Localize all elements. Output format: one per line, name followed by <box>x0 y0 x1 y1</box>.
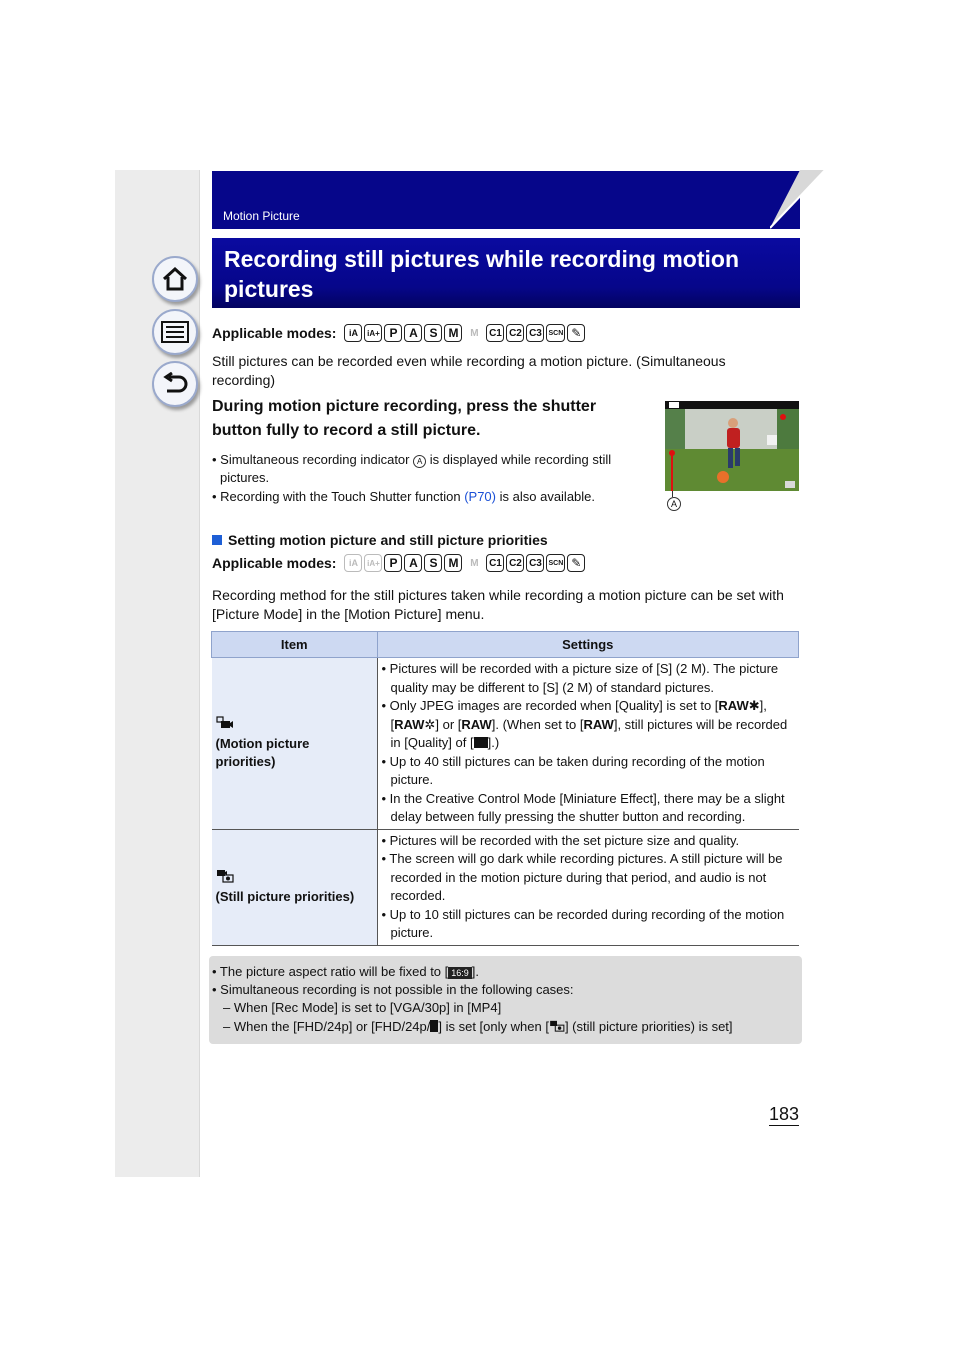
s-mode-icon: S <box>424 554 442 572</box>
section-banner <box>212 171 800 229</box>
a-mode-icon: A <box>404 324 422 342</box>
setting-bullet: • Pictures will be recorded with a picture size of [S] (2 M). The picture quality may be different to [S] (2 M) of standard pictures. <box>381 661 779 695</box>
setting-bullet: • In the Creative Control Mode [Miniature Effect], there may be a slight delay between fully pressing the shutter button and recording. <box>381 790 785 824</box>
raw-icon: RAW <box>461 716 492 732</box>
photo-marker-a: A <box>667 497 681 511</box>
indicator-marker-a: A <box>413 455 426 468</box>
instruction-heading: During motion picture recording, press the shutter button fully to record a still picture. <box>212 398 597 439</box>
page-corner-fold <box>770 170 826 230</box>
ia-plus-mode-icon: iA+ <box>364 324 382 342</box>
item-label: (Still picture priorities) <box>215 888 355 904</box>
modes-label: Applicable modes: <box>212 325 337 341</box>
photo-illustration <box>665 401 799 491</box>
p-mode-icon: P <box>384 324 402 342</box>
table-header-row <box>212 632 799 658</box>
s-mode-icon: S <box>424 324 442 342</box>
contents-button[interactable] <box>152 309 198 355</box>
c3-mode-icon: C3 <box>526 554 544 572</box>
return-arrow-icon <box>161 372 189 396</box>
page-link-p70[interactable]: (P70) <box>464 489 496 504</box>
p-mode-icon: P <box>384 554 402 572</box>
settings-cell-motion-priority <box>377 658 799 830</box>
raw-icon-2: RAW <box>583 716 614 732</box>
home-icon <box>161 266 189 292</box>
ia-mode-icon-disabled: iA <box>344 554 362 572</box>
scn-mode-icon: SCN <box>546 324 565 342</box>
creative-control-mode-icon: ✎ <box>567 324 585 342</box>
note-case-vga: – When [Rec Mode] is set to [VGA/30p] in [MP4] <box>223 1000 502 1015</box>
setting-bullet: • The screen will go dark while recording pictures. A still picture will be recorded in the motion picture during that period, and audio is not recorded. <box>381 851 783 903</box>
bullet-touch-shutter: • Recording with the Touch Shutter function (P70) is also available. <box>212 489 596 504</box>
still-priority-icon <box>549 1019 565 1034</box>
header-item: Item <box>212 632 378 658</box>
note-aspect-ratio: • The picture aspect ratio will be fixed to [ 16:9 ]. <box>212 964 480 979</box>
c3-mode-icon: C3 <box>526 324 544 342</box>
section-label: Motion Picture <box>223 209 300 223</box>
setting-bullet: • Up to 40 still pictures can be taken during recording of the motion picture. <box>381 753 765 787</box>
aspect-16-9-icon: 16:9 <box>448 967 472 979</box>
note-not-possible: • Simultaneous recording is not possible in the following cases: <box>212 982 574 997</box>
header-settings: Settings <box>377 632 799 658</box>
table-row <box>212 658 799 830</box>
still-picture-priority-icon <box>216 869 373 888</box>
setting-bullet: • Up to 10 still pictures can be recorded during recording of the motion picture. <box>381 906 785 940</box>
c2-mode-icon: C2 <box>506 554 524 572</box>
m-mode-icon: M <box>444 554 462 572</box>
creative-control-mode-icon: ✎ <box>567 554 585 572</box>
subsection-heading: Setting motion picture and still picture priorities <box>212 532 548 548</box>
fine-icon: ✱ <box>748 698 760 713</box>
notes-box <box>209 956 802 1044</box>
creative-video-mode-icon: M <box>470 557 479 569</box>
priorities-table <box>211 631 799 946</box>
item-label: (Motion picture priorities) <box>215 735 310 769</box>
item-cell-still-priority <box>212 829 378 945</box>
c2-mode-icon: C2 <box>506 324 524 342</box>
fine-quality-icon <box>474 737 488 748</box>
title-bar <box>212 238 800 308</box>
bullet-simultaneous-indicator: • Simultaneous recording indicator A is displayed while recording still pictures. <box>212 452 612 485</box>
list-icon <box>161 321 189 343</box>
description-text: Recording method for the still pictures taken while recording a motion picture can be set with [Picture Mode] in the [Motion Picture] menu. <box>212 587 784 622</box>
home-button[interactable] <box>152 256 198 302</box>
motion-picture-priority-icon <box>216 716 373 735</box>
back-button[interactable] <box>152 361 198 407</box>
raw-fine-icon: RAW <box>718 698 749 713</box>
note-case-fhd: – When the [FHD/24p] or [FHD/24p/ ] is set [only when [ ] (still picture priorities) is set] <box>223 1019 733 1034</box>
settings-cell-still-priority <box>377 829 799 945</box>
m-mode-icon: M <box>444 324 462 342</box>
a-mode-icon: A <box>404 554 422 572</box>
table-row <box>212 829 799 945</box>
setting-bullet-quality: • Only JPEG images are recorded when [Quality] is set to [RAW✱], [RAW✲] or [RAW]. (When set to [RAW], still pictures will be recorded in [Quality] of [ ].) <box>381 698 788 750</box>
c1-mode-icon: C1 <box>486 324 504 342</box>
intro-text: Still pictures can be recorded even while recording a motion picture. (Simultaneous recording) <box>212 353 726 388</box>
standard-icon: ✲ <box>424 716 436 732</box>
applicable-modes-2 <box>212 554 585 572</box>
modes-label: Applicable modes: <box>212 555 337 571</box>
c1-mode-icon: C1 <box>486 554 504 572</box>
applicable-modes-1 <box>212 324 585 342</box>
scn-mode-icon: SCN <box>546 554 565 572</box>
square-bullet-icon <box>212 535 222 545</box>
item-cell-motion-priority <box>212 658 378 830</box>
ia-mode-icon: iA <box>344 324 362 342</box>
setting-bullet: • Pictures will be recorded with the set picture size and quality. <box>381 832 740 848</box>
recording-screen-photo <box>665 401 799 491</box>
mode-icons <box>344 554 585 572</box>
creative-video-mode-icon: M <box>470 327 479 339</box>
mode-icons <box>344 324 585 342</box>
page-title: Recording still pictures while recording motion pictures <box>224 246 740 302</box>
page-number: 183 <box>769 1104 800 1124</box>
raw-standard-icon: RAW <box>394 716 425 732</box>
ia-plus-mode-icon-disabled: iA+ <box>364 554 382 572</box>
